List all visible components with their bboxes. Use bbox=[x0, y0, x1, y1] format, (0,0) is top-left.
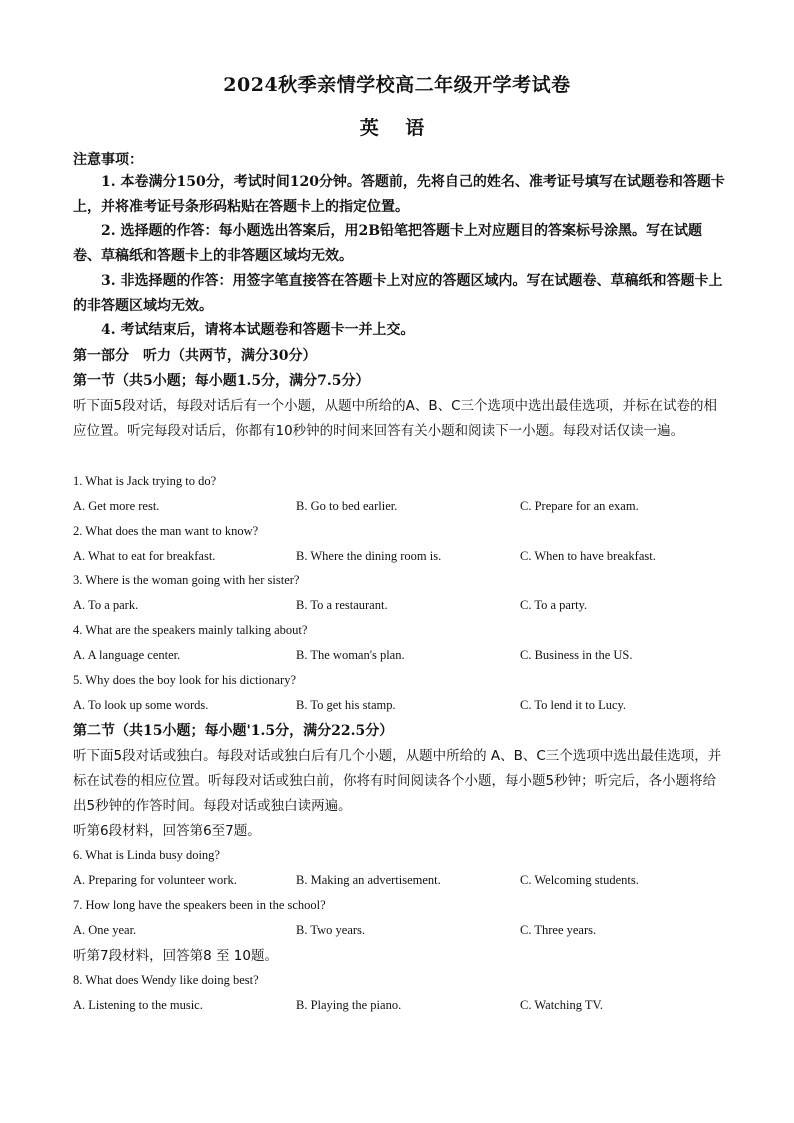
part1-heading: 第一部分 听力（共两节，满分30分） bbox=[73, 348, 317, 364]
question-2: 2. What does the man want to know? bbox=[73, 524, 259, 538]
question-5: 5. Why does the boy look for his dictionary? bbox=[73, 673, 296, 687]
q2-option-a: A. What to eat for breakfast. bbox=[73, 549, 216, 563]
notice-item-4: 4. 考试结束后，请将本试题卷和答题卡一并上交。 bbox=[101, 322, 415, 338]
question-6: 6. What is Linda busy doing? bbox=[73, 848, 220, 862]
question-8: 8. What does Wendy like doing best? bbox=[73, 973, 259, 987]
question-7: 7. How long have the speakers been in the school? bbox=[73, 898, 326, 912]
q4-option-a: A. A language center. bbox=[73, 648, 181, 662]
subject-title: 英 语 bbox=[359, 117, 435, 139]
question-1: 1. What is Jack trying to do? bbox=[73, 474, 217, 488]
section1-instructions: 听下面5段对话，每段对话后有一个小题，从题中所给的A、B、C三个选项中选出最佳选项，并标在试卷的相应位置。听完每段对话后，你都有10秒钟的时间来回答有关小题和阅读下一小题。每段对话仅读一遍。 bbox=[73, 398, 718, 439]
notice-item-2: 2. 选择题的作答：每小题选出答案后，用2B铅笔把答题卡上对应题目的答案标号涂黑。写在试题卷、草稿纸和答题卡上的非答题区域均无效。 bbox=[73, 223, 703, 264]
q1-option-b: B. Go to bed earlier. bbox=[296, 499, 398, 513]
q7-option-b: B. Two years. bbox=[296, 923, 366, 937]
q3-option-a: A. To a park. bbox=[73, 598, 139, 612]
q5-option-b: B. To get his stamp. bbox=[296, 698, 396, 712]
q5-option-a: A. To look up some words. bbox=[73, 698, 209, 712]
q6-option-b: B. Making an advertisement. bbox=[296, 873, 441, 887]
q7-option-a: A. One year. bbox=[73, 923, 137, 937]
q3-option-c: C. To a party. bbox=[520, 598, 588, 612]
q1-option-a: A. Get more rest. bbox=[73, 499, 160, 513]
section1-heading: 第一节（共5小题；每小题1.5分，满分7.5分） bbox=[73, 373, 370, 389]
q4-option-c: C. Business in the US. bbox=[520, 648, 633, 662]
section2-heading: 第二节（共15小题；每小题'1.5分，满分22.5分） bbox=[73, 723, 394, 739]
q2-option-b: B. Where the dining room is. bbox=[296, 549, 442, 563]
question-3: 3. Where is the woman going with her sister? bbox=[73, 573, 300, 587]
notice-item-1: 1. 本卷满分150分，考试时间120分钟。答题前，先将自己的姓名、准考证号填写在试题卷和答题卡上，并将准考证号条形码粘贴在答题卡上的指定位置。 bbox=[73, 174, 725, 215]
exam-title: 2024秋季亲情学校高二年级开学考试卷 bbox=[223, 74, 571, 96]
material-7-note: 听第7段材料，回答第8 至 10题。 bbox=[73, 948, 278, 964]
q1-option-c: C. Prepare for an exam. bbox=[520, 499, 639, 513]
q5-option-c: C. To lend it to Lucy. bbox=[520, 698, 627, 712]
material-6-note: 听第6段材料，回答第6至7题。 bbox=[73, 823, 261, 839]
q7-option-c: C. Three years. bbox=[520, 923, 597, 937]
q8-option-c: C. Watching TV. bbox=[520, 998, 604, 1012]
q4-option-b: B. The woman's plan. bbox=[296, 648, 405, 662]
q2-option-c: C. When to have breakfast. bbox=[520, 549, 656, 563]
notice-item-3: 3. 非选择题的作答：用签字笔直接答在答题卡上对应的答题区域内。写在试题卷、草稿纸和答题卡上的非答题区域均无效。 bbox=[73, 273, 723, 314]
q6-option-a: A. Preparing for volunteer work. bbox=[73, 873, 237, 887]
q8-option-a: A. Listening to the music. bbox=[73, 998, 203, 1012]
q3-option-b: B. To a restaurant. bbox=[296, 598, 388, 612]
section2-instructions: 听下面5段对话或独白。每段对话或独白后有几个小题，从题中所给的 A、B、C三个选项中选出最佳选项，并标在试卷的相应位置。听每段对话或独白前，你将有时间阅读各个小题，每小题5秒钟；听完后，各小题将给出5秒钟的作答时间。每段对话或独白读两遍。 bbox=[73, 748, 722, 814]
q6-option-c: C. Welcoming students. bbox=[520, 873, 639, 887]
question-4: 4. What are the speakers mainly talking about? bbox=[73, 623, 308, 637]
q8-option-b: B. Playing the piano. bbox=[296, 998, 402, 1012]
notice-heading: 注意事项： bbox=[73, 152, 143, 168]
